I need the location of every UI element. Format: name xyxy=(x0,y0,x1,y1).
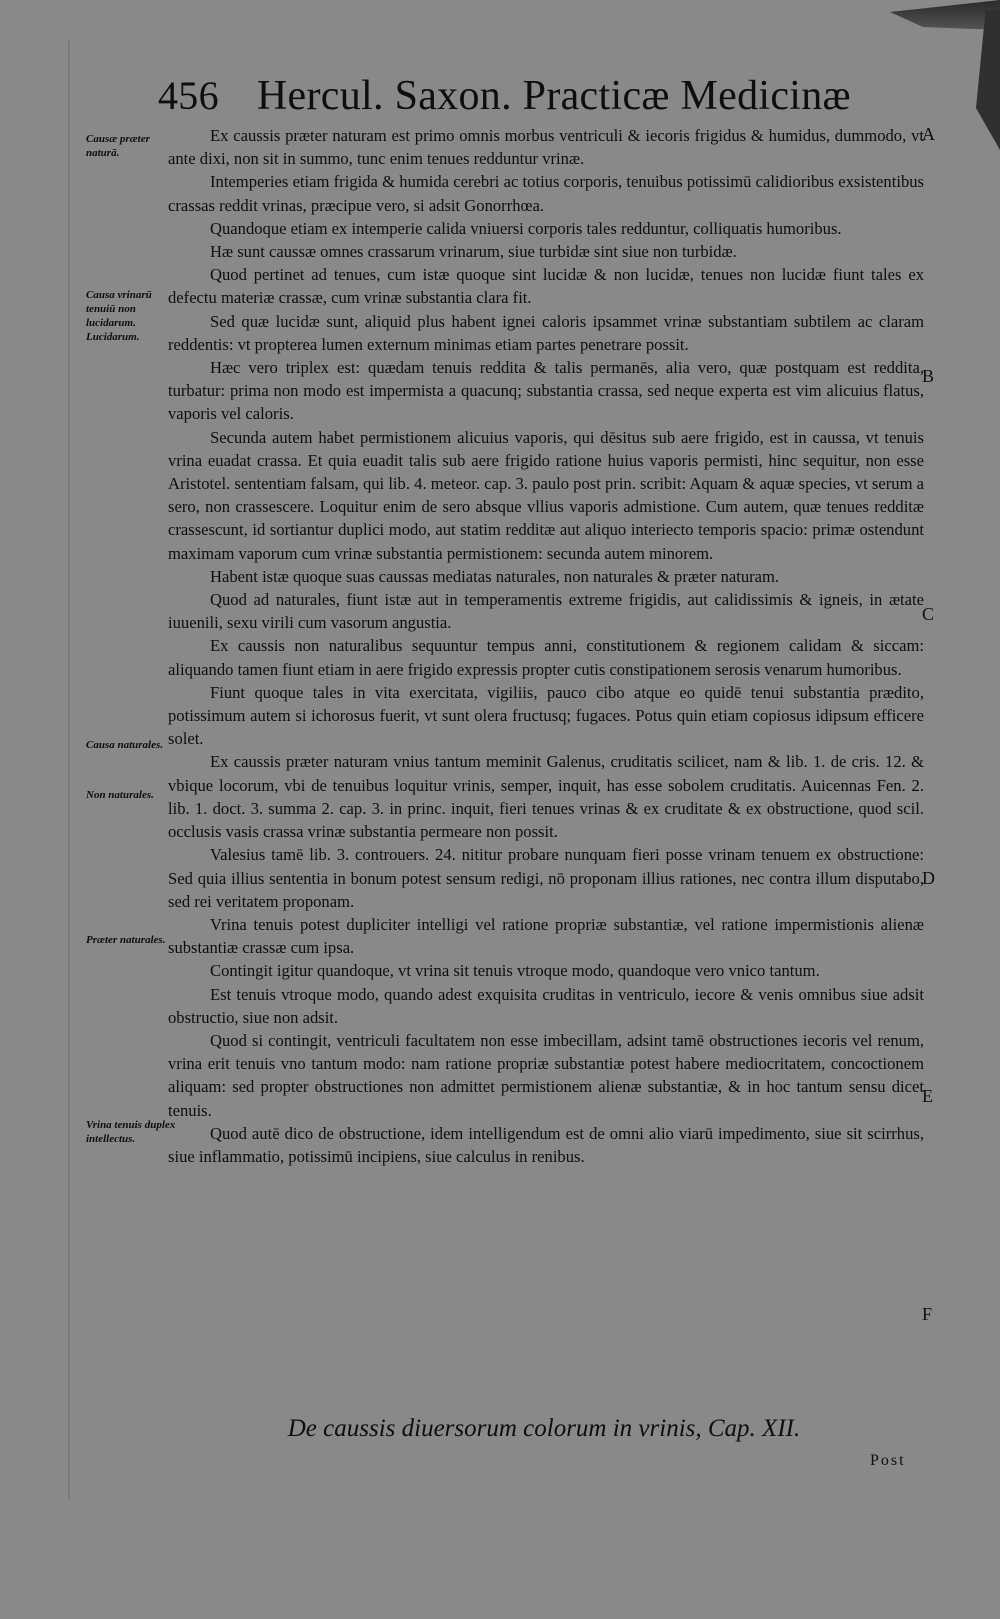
paragraph: Secunda autem habet permistionem alicuius vaporis, qui dēsitus sub aere frigido, est in caussa, vt tenuis vrina euadat crassa. Et quia euadit talis sub aere frigido ratione huius vaporis permisti, hinc sequitur, non esse Aristotel. sententiam falsam, qui lib. 4. meteor. cap. 3. paulo post prin. scribit: Aquam & aquæ species, vt serum a sero, non crassescere. Loquitur enim de sero absque vllius vaporis admistione. Cum autem, quæ tenues redditæ crassescunt, id sortiantur duplici modo, aut statim redditæ aut aliquo interiecto temporis spacio: primæ ostendunt maximam vaporum cum vrinæ substantia permistionem: secunda autem minorem. xyxy=(168,427,924,563)
main-text xyxy=(168,124,924,1168)
ref-letter: E xyxy=(922,1086,933,1106)
page-number: 456 xyxy=(158,73,219,118)
paragraph: Quod ad naturales, fiunt istæ aut in temperamentis extreme frigidis, aut calidissimis & igneis, in ætate iuuenili, sexu virili cum vasorum angustia. xyxy=(168,590,924,633)
margin-note: Causæ præter naturā. xyxy=(86,133,150,159)
paragraph: Quandoque etiam ex intemperie calida vniuersi corporis tales redduntur, colliquatis humoribus. xyxy=(210,218,842,238)
paragraph: Hæc vero triplex est: quædam tenuis reddita & talis permanēs, alia vero, quæ postquam est reddita, turbatur: prima non modo est impermista a quacunq; substantia crassa, sed neque experta est vim alicuius flatus, vaporis vel caloris. xyxy=(168,358,924,424)
margin-note: Præter naturales. xyxy=(86,934,166,946)
running-header xyxy=(158,72,851,120)
ref-letter: C xyxy=(922,604,935,624)
paragraph: Quod autē dico de obstructione, idem intelligendum est de omni alio viarū impedimento, siue sit scirrhus, siue inflammatio, potissimū incipiens, siue calculus in renibus. xyxy=(168,1123,924,1166)
margin-note: Vrina tenuis duplex intellectus. xyxy=(86,1119,176,1145)
paragraph: Quod si contingit, ventriculi facultatem non esse imbecillam, adsint tamē obstructiones iecoris vel renum, vrina erit tenuis vno tantum modo: nam ratione propriæ substantiæ potest habere mediocritatem, concoctionem aliquam: sed propter obstructiones non admittet permistionem alienæ substantiæ, & in hoc tantum sensu dicet tenuis. xyxy=(168,1030,924,1120)
ink-stain xyxy=(976,10,1000,150)
ref-letter: F xyxy=(922,1304,933,1324)
catchword: Post xyxy=(870,1452,906,1469)
paragraph: Ex caussis non naturalibus sequuntur tempus anni, constitutionem & regionem calidam & siccam: aliquando tamen fiunt etiam in aere frigido expressis propter cutis constipationem serosis venarum humoribus. xyxy=(168,636,924,679)
paragraph: Contingit igitur quandoque, vt vrina sit tenuis vtroque modo, quandoque vero vnico tantum. xyxy=(210,961,820,981)
ref-letter: B xyxy=(922,366,935,386)
paragraph: Est tenuis vtroque modo, quando adest exquisita cruditas in ventriculo, iecore & venis omnibus siue adsit obstructio, siue non adsit. xyxy=(168,984,924,1027)
paragraph: Vrina tenuis potest dupliciter intelligi vel ratione propriæ substantiæ, vel ratione impermistionis alienæ substantiæ crassæ cum ipsa. xyxy=(168,914,924,958)
paragraph: Ex caussis præter naturam vnius tantum meminit Galenus, cruditatis scilicet, nam & lib. 1. de cris. 12. & vbique locorum, vbi de tenuibus loquitur vrinis, semper, inquit, has esse sobolem cruditatis. Auicennas Fen. 2. lib. 1. doct. 3. summa 2. cap. 3. in princ. inquit, fieri tenues vrinas & ex cruditate & ex obstructione, quod scil. occlusis vasis crassa vrinæ substantia permeare non possit. xyxy=(168,752,924,842)
margin-note: Causa vrinarū tenuiū non lucidarum. Lucidarum. xyxy=(86,289,152,343)
running-title: Hercul. Saxon. Practicæ Medicinæ xyxy=(256,73,851,119)
page-gutter-line xyxy=(68,40,70,1500)
paragraph: Quod pertinet ad tenues, cum istæ quoque sint lucidæ & non lucidæ, tenues non lucidæ fiunt tales ex defectu materiæ crassæ, cum vrinæ substantia clara fit. xyxy=(168,265,924,308)
margin-note: Causa naturales. xyxy=(86,739,164,751)
paragraph: Fiunt quoque tales in vita exercitata, vigiliis, pauco cibo atque eo quidē tenui substantia prædito, potissimum autem si ichorosus fuerit, vt sunt olera fructusq; fugaces. Potus quin etiam copiosus idipsum efficere solet. xyxy=(168,682,924,749)
ink-stain xyxy=(890,0,1000,30)
ref-letter: A xyxy=(922,124,935,144)
ref-letter: D xyxy=(922,868,935,888)
paragraph: Hæ sunt caussæ omnes crassarum vrinarum, siue turbidæ sint siue non turbidæ. xyxy=(210,242,737,262)
chapter-heading: De caussis diuersorum colorum in vrinis, Cap. XII. xyxy=(287,1415,801,1442)
paragraph: Habent istæ quoque suas caussas mediatas naturales, non naturales & præter naturam. xyxy=(210,566,780,586)
paragraph: Valesius tamē lib. 3. controuers. 24. nititur probare nunquam fieri posse vrinam tenuem ex obstructione: Sed quia illius sententia in bonum potest sensum redigi, nō proponam illius rationes, nec contra illum disputabo, sed rei veritatem proponam. xyxy=(168,845,924,911)
paragraph: Sed quæ lucidæ sunt, aliquid plus habent ignei caloris ipsammet vrinæ substantiam subtilem ac claram reddentis: vt propterea lumen externum minimas etiam partes penetrare possit. xyxy=(168,311,924,354)
margin-note: Non naturales. xyxy=(86,789,154,801)
paragraph: Intemperies etiam frigida & humida cerebri ac totius corporis, tenuibus potissimū calidioribus exsistentibus crassas reddit vrinas, præcipue vero, si adsit Gonorrhœa. xyxy=(168,172,924,215)
paragraph: Ex caussis præter naturam est primo omnis morbus ventriculi & iecoris frigidus & humidus, dummodo, vt ante dixi, non sit in summo, tunc enim tenues redduntur vrinæ. xyxy=(168,126,924,169)
